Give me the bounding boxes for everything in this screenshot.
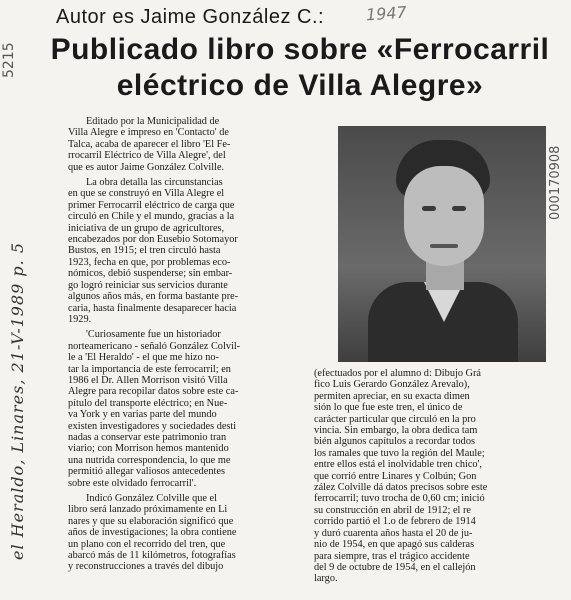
text-line: largo. [314,573,338,585]
text-line: Editado por la Municipalidad de [86,116,220,127]
text-line: Bustos, en 1915; el tren circuló hasta [68,245,221,257]
text-line: viario; con Morrison hemos mantenido [68,443,229,455]
text-line: La obra detalla las circunstancias [86,177,223,189]
text-line: go logró reiniciar sus servicios durante [68,279,228,291]
text-line: del 9 de octubre de 1954, en el callejón [314,561,476,573]
text-line: caria, hasta finalmente desaparecer hacia [68,302,237,314]
text-line: 'Curiosamente fue un historiador [86,329,221,341]
text-line: libro será lanzado próximamente en Li [68,504,228,516]
text-line: Villa Alegre e impreso en 'Contacto' de [68,127,229,139]
text-line: los ramales que tuvo la región del Maule; [314,447,485,459]
text-line: abarcó más de 11 kilómetros, fotografías [68,550,236,562]
left-paragraph [68,177,300,325]
text-line: para siempre, tras el trágico accidente [314,550,470,562]
text-line: va York y en varias parte del mundo [68,409,217,421]
text-line: 1929. [68,313,92,325]
text-line: encabezados por don Eusebio Sotomayor [68,234,238,246]
text-line: sobre este olvidado ferrocarril'. [68,477,197,489]
text-line: y reconstrucciones a través del dibujo [68,561,224,573]
text-line: una nutrida correspondencia, lo que me [68,454,231,466]
handwritten-year: 1947 [365,2,408,25]
text-line: nio de 1954, en que apagó sus calderas [314,539,475,551]
text-line: Talca, acaba de aparecer el libro 'El Fe- [68,138,231,150]
text-line: pítulo del transporte eléctrico; en Nue- [68,397,228,409]
text-line: bién algunos capítulos a recordar todos [314,436,475,448]
text-line: (efectuados por el alumno d: Dibujo Grá [314,368,481,379]
left-column [68,116,300,577]
left-paragraph [68,116,300,173]
text-line: circuló en Chile y el mundo, gracias a la [68,211,235,223]
author-photo [338,126,546,362]
margin-number: 5215 [1,42,17,78]
text-line: ferrocarril; tuvo trocha de 0,60 cm; inició [314,493,485,505]
side-code: 000170908 [548,145,563,220]
text-line: un plano con el recorrido del tren, que [68,538,226,550]
text-line: y duró cuarenta años hasta el 20 de ju- [314,527,473,539]
text-line: Alegre para recopilar datos sobre este ca- [68,386,239,398]
left-paragraph [68,493,300,573]
text-line: rrocarril Eléctrico de Villa Alegre', del [68,150,226,162]
text-line: años de investigaciones; la obra contiene [68,527,237,539]
text-line: fico Luis Gerardo González Arevalo), [314,379,470,391]
text-line: carácter particular que circuló en la pro [314,413,476,425]
text-line: corrido partió el 1.o de febrero de 1914 [314,516,476,528]
text-line: en que se construyó en Villa Alegre el [68,188,225,200]
text-line: norteamericano - señaló González Colvil- [68,340,241,352]
text-line: 1986 el Dr. Allen Morrison visitó Villa [68,374,228,386]
right-column [314,368,554,585]
headline [40,32,560,104]
text-line: iniciativa de un grupo de agricultores, [68,222,225,234]
text-line: primer Ferrocarril eléctrico de carga que [68,199,235,211]
margin-note: el Heraldo, Linares, 21-V-1989 p. 5 [8,241,27,560]
text-line: vincia. Sin embargo, la obra dedica tam [314,425,478,437]
text-line: que es autor Jaime González Colville. [68,161,225,173]
text-line: entre ellos está el inolvidable tren chico', [314,459,482,471]
left-paragraph [68,329,300,489]
text-line: permiten apreciar, en su exacta dimen [314,390,470,402]
text-line: Indicó González Colville que el [86,493,217,504]
text-line: zález Colville dá datos precisos sobre este [314,482,488,494]
text-line: existen investigadores y sociedades desti [68,420,237,432]
text-line: tar la importancia de este ferrocarril; en [68,363,231,375]
text-line: algunos años más, en forma bastante pre- [68,291,239,303]
text-line: nadas a conservar este patrimonio tran [68,431,227,443]
text-line: su construcción en abril de 1912; el re [314,504,471,516]
text-line: permitió allegar valiosos antecedentes [68,466,225,478]
text-line: que corrió entre Linares y Colbún; Gon [314,470,477,482]
text-line: nares y que su elaboración significó que [68,515,234,527]
kicker: Autor es Jaime González C.: [56,6,325,28]
headline-line-2: eléctrico de Villa Alegre» [116,69,484,102]
text-line: le a 'El Heraldo' - el que me hizo no- [68,352,219,364]
text-line: sión lo que fue este tren, el único de [314,402,463,414]
headline-line-1: Publicado libro sobre «Ferrocarril [50,33,550,66]
text-line: nómicos, debió suspenderse; sin embar- [68,268,233,280]
text-line: 1923, fecha en que, por problemas eco- [68,256,231,268]
